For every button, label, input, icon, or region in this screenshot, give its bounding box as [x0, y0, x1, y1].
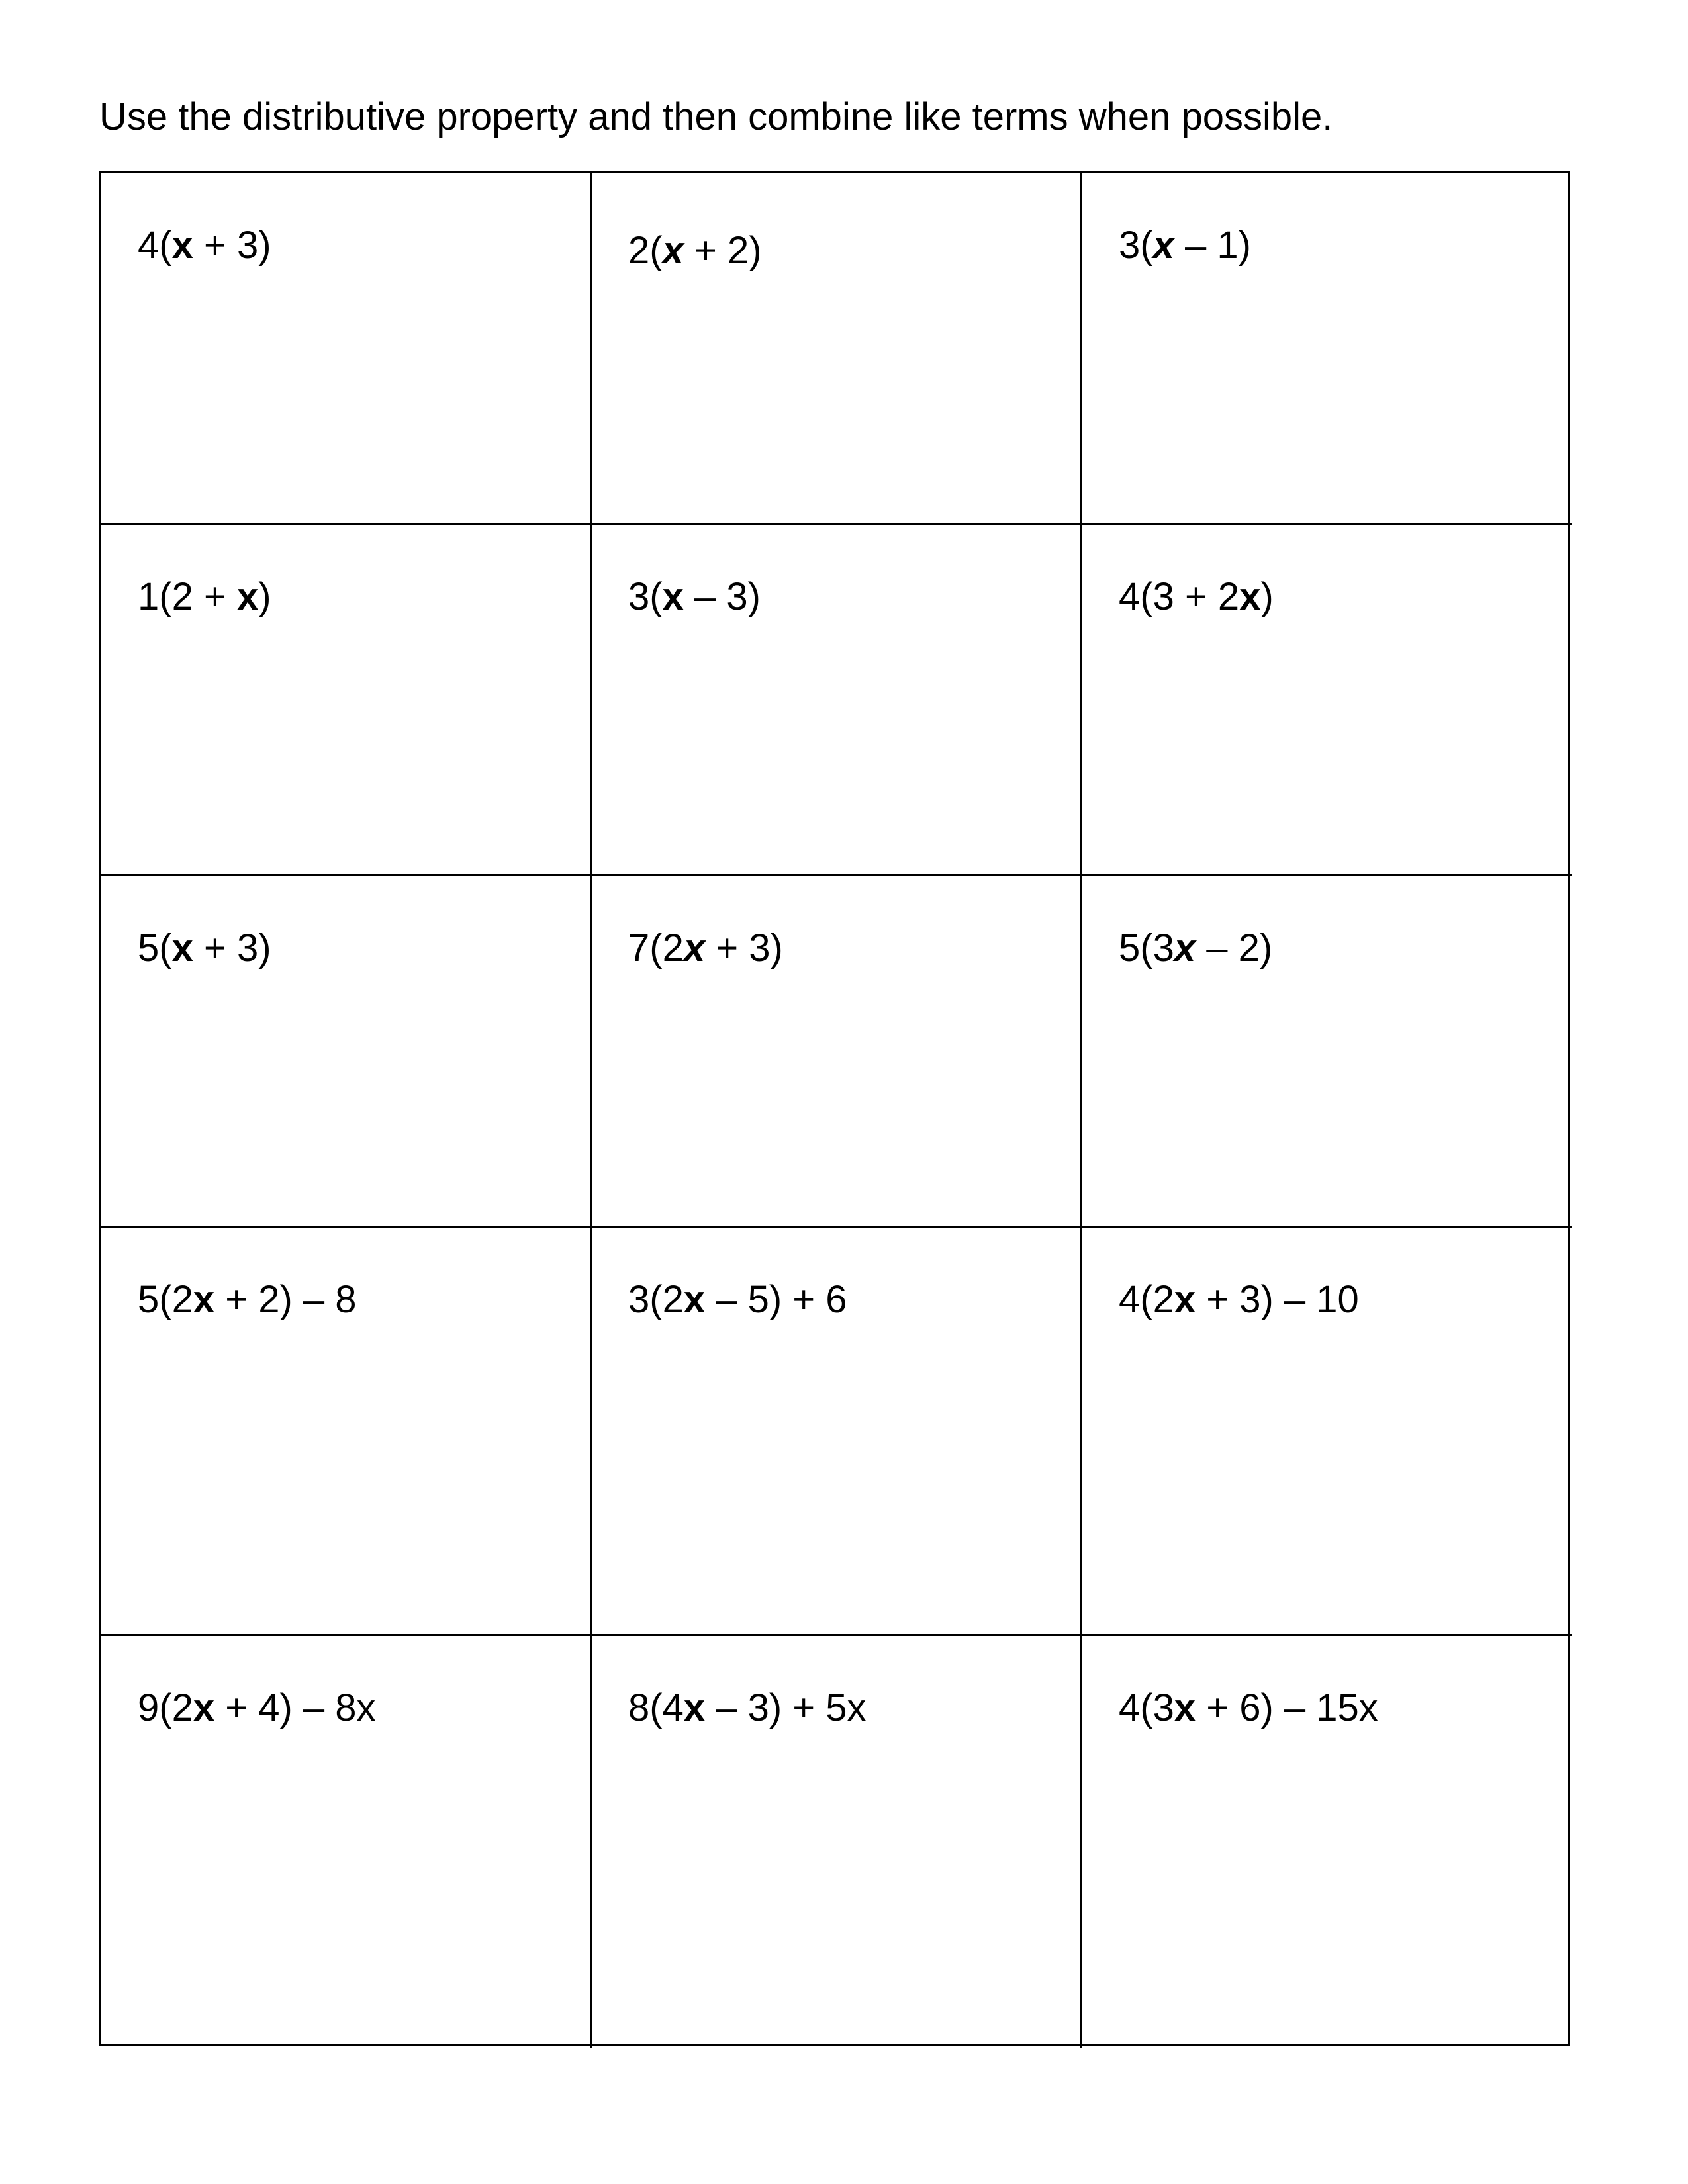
expression-text: + 3): [705, 927, 783, 970]
expression-text: + 6) – 15x: [1196, 1686, 1378, 1729]
problem-expression: [628, 229, 762, 272]
problem-expression: [138, 929, 271, 968]
problem-expression: [138, 1278, 357, 1321]
problem-cell[interactable]: [1082, 1228, 1572, 1636]
variable-x: x: [683, 1686, 706, 1729]
problem-expression: [1119, 929, 1272, 968]
problem-cell[interactable]: [1082, 876, 1572, 1228]
expression-text: 1(2 +: [138, 575, 237, 618]
expression-text: 9(2: [138, 1686, 193, 1729]
expression-text: 5(: [138, 927, 172, 970]
expression-text: 4(2: [1119, 1278, 1174, 1321]
problem-expression: [1119, 575, 1274, 618]
expression-text: 5(3: [1119, 927, 1174, 970]
expression-text: ): [1260, 575, 1274, 618]
expression-text: – 1): [1174, 224, 1251, 267]
problem-cell[interactable]: [101, 1636, 592, 2048]
expression-text: 2(: [628, 229, 663, 272]
expression-text: + 2) – 8: [214, 1278, 357, 1321]
variable-x: x: [683, 1278, 706, 1321]
variable-x: x: [193, 1278, 215, 1321]
problem-expression: [628, 929, 783, 968]
variable-x: x: [171, 927, 193, 970]
problem-cell[interactable]: [101, 1228, 592, 1636]
variable-x: x: [683, 927, 706, 970]
expression-text: – 2): [1196, 927, 1273, 970]
expression-text: 8(4: [628, 1686, 684, 1729]
expression-text: + 3): [193, 927, 271, 970]
problem-expression: [628, 1278, 847, 1321]
instructions-text: Use the distributive property and then combine like terms when possible.: [99, 95, 1333, 138]
problem-cell[interactable]: [101, 525, 592, 876]
expression-text: + 3): [193, 224, 271, 267]
problem-cell[interactable]: [592, 525, 1082, 876]
variable-x: x: [1152, 224, 1174, 267]
variable-x: x: [193, 1686, 215, 1729]
problem-cell[interactable]: [1082, 525, 1572, 876]
variable-x: x: [171, 224, 193, 267]
problem-grid: [99, 171, 1570, 2046]
expression-text: – 5) + 6: [705, 1278, 847, 1321]
expression-text: 3(: [1119, 224, 1153, 267]
problem-expression: [138, 1686, 376, 1729]
problem-cell[interactable]: [1082, 173, 1572, 525]
expression-text: – 3) + 5x: [705, 1686, 867, 1729]
problem-cell[interactable]: [592, 173, 1082, 525]
problem-cell[interactable]: [592, 1228, 1082, 1636]
problem-expression: [1119, 226, 1251, 265]
problem-cell[interactable]: [592, 1636, 1082, 2048]
problem-expression: [1119, 1686, 1378, 1729]
variable-x: x: [1174, 927, 1196, 970]
expression-text: + 3) – 10: [1196, 1278, 1359, 1321]
problem-expression: [628, 575, 761, 618]
expression-text: + 2): [683, 229, 762, 272]
expression-text: + 4) – 8x: [214, 1686, 376, 1729]
expression-text: 3(: [628, 575, 663, 618]
expression-text: ): [258, 575, 271, 618]
problem-cell[interactable]: [101, 876, 592, 1228]
problem-cell[interactable]: [1082, 1636, 1572, 2048]
variable-x: x: [1174, 1278, 1196, 1321]
expression-text: 4(3: [1119, 1686, 1174, 1729]
expression-text: 4(3 + 2: [1119, 575, 1240, 618]
expression-text: 3(2: [628, 1278, 684, 1321]
problem-expression: [628, 1686, 867, 1729]
variable-x: x: [662, 229, 684, 272]
problem-cell[interactable]: [101, 173, 592, 525]
expression-text: 4(: [138, 224, 172, 267]
variable-x: x: [236, 575, 259, 618]
problem-expression: [138, 226, 271, 265]
problem-expression: [138, 575, 271, 618]
expression-text: 5(2: [138, 1278, 193, 1321]
problem-cell[interactable]: [592, 876, 1082, 1228]
expression-text: – 3): [683, 575, 761, 618]
expression-text: 7(2: [628, 927, 684, 970]
variable-x: x: [662, 575, 684, 618]
problem-expression: [1119, 1278, 1359, 1321]
variable-x: x: [1239, 575, 1261, 618]
variable-x: x: [1174, 1686, 1196, 1729]
